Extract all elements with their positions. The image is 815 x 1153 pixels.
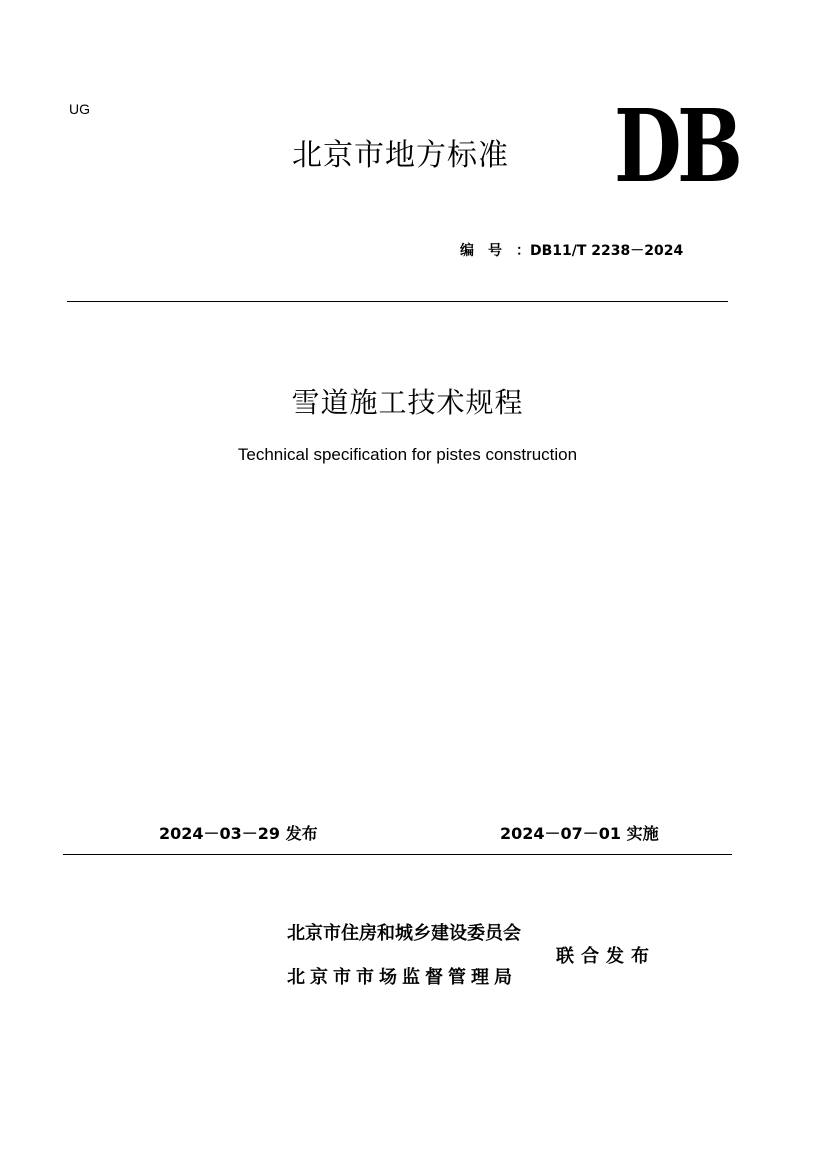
standard-number-label: 编号 — [460, 243, 516, 259]
bottom-divider — [63, 854, 732, 855]
document-title-english: Technical specification for pistes construction — [237, 445, 578, 464]
ics-code: UG — [69, 101, 90, 117]
db-logo: DB — [614, 87, 739, 205]
joint-issue-label: 联合发布 — [556, 946, 656, 967]
issuer-market-regulation: 北京市市场监督管理局 — [287, 967, 517, 988]
document-title-chinese: 雪道施工技术规程 — [291, 386, 524, 419]
issue-date: 2024－03－29 发布 — [159, 824, 318, 843]
standard-type-heading: 北京市地方标准 — [292, 138, 509, 173]
issuer-housing-commission: 北京市住房和城乡建设委员会 — [287, 923, 521, 944]
implementation-date: 2024－07－01 实施 — [500, 824, 659, 843]
standard-number — [460, 240, 683, 260]
standard-number-value: ：DB11/T 2238－2024 — [516, 243, 684, 259]
top-divider — [67, 301, 728, 302]
